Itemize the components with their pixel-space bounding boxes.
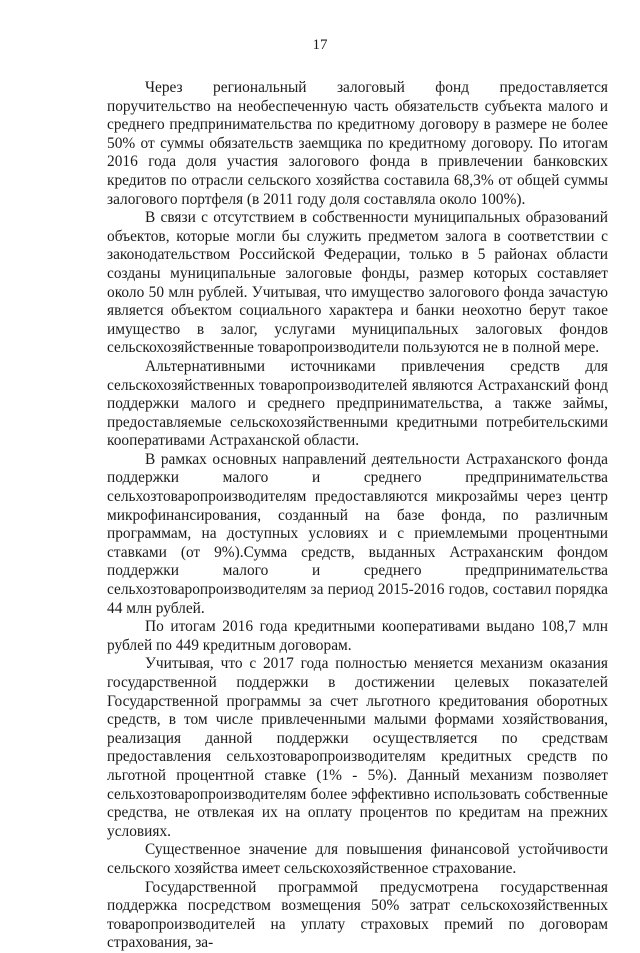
paragraph-credit-cooperatives: По итогам 2016 года кредитными кооперативами выдано 108,7 млн рублей по 449 кредитным договорам. [107,618,608,654]
paragraph-agricultural-insurance: Существенное значение для повышения финансовой устойчивости сельского хозяйства имеет сельскохозяйственное страхование. [107,841,608,877]
paragraph-alternative-sources: Альтернативными источниками привлечения средств для сельскохозяйственных товаропроизводителей являются Астраханский фонд поддержки малого и среднего предпринимательства, а также займы, предоставляемые сельскохозяйственными кредитными потребительскими кооперативами Астраханской области. [107,357,608,450]
paragraph-pledge-fund-guarantee: Через региональный залоговый фонд предоставляется поручительство на необеспеченную часть обязательств субъекта малого и среднего предпринимательства по кредитному договору в размере не более 50% от суммы обязательств заемщика по кредитному договору. По итогам 2016 года доля участия залогового фонда в привлечении банковских кредитов по отрасли сельского хозяйства составила 68,3% от общей суммы залогового портфеля (в 2011 году доля составляла около 100%). [107,79,608,208]
paragraph-microloans: В рамках основных направлений деятельности Астраханского фонда поддержки малого и среднего предпринимательства сельхозтоваропроизводителям предоставляются микрозаймы через центр микрофинансирования, созданный на базе фонда, по различным программам, на доступных условиях и с приемлемыми процентными ставками (от 9%).Сумма средств, выданных Астраханским фондом поддержки малого и среднего предпринимательства сельхозтоваропроизводителям за период 2015-2016 годов, составил порядка 44 млн рублей. [107,450,608,617]
document-body [107,79,608,953]
page-number: 17 [312,37,328,53]
paragraph-municipal-pledge-funds: В связи с отсутствием в собственности муниципальных образований объектов, которые могли бы служить предметом залога в соответствии с законодательством Российской Федерации, только в 5 районах области созданы муниципальные залоговые фонды, размер которых составляет около 50 млн рублей. Учитывая, что имущество залогового фонда зачастую является объектом социального характера и банки неохотно берут такое имущество в залог, услугами муниципальных залоговых фондов сельскохозяйственные товаропроизводители пользуются не в полной мере. [107,209,608,357]
paragraph-insurance-support: Государственной программой предусмотрена государственная поддержка посредством возмещения 50% затрат сельскохозяйственных товаропроизводителей на уплату страховых премий по договорам страхования, за- [107,878,608,952]
paragraph-preferential-lending: Учитывая, что с 2017 года полностью меняется механизм оказания государственной поддержки в достижении целевых показателей Государственной программы за счет льготного кредитования оборотных средств, в том числе привлеченными малыми формами хозяйствования, реализация данной поддержки осуществляется по средствам предоставления сельхозтоваропроизводителям кредитных средств по льготной процентной ставке (1% - 5%). Данный механизм позволяет сельхозтоваропроизводителям более эффективно использовать собственные средства, не отвлекая их на оплату процентов по кредитам на прежних условиях. [107,655,608,840]
